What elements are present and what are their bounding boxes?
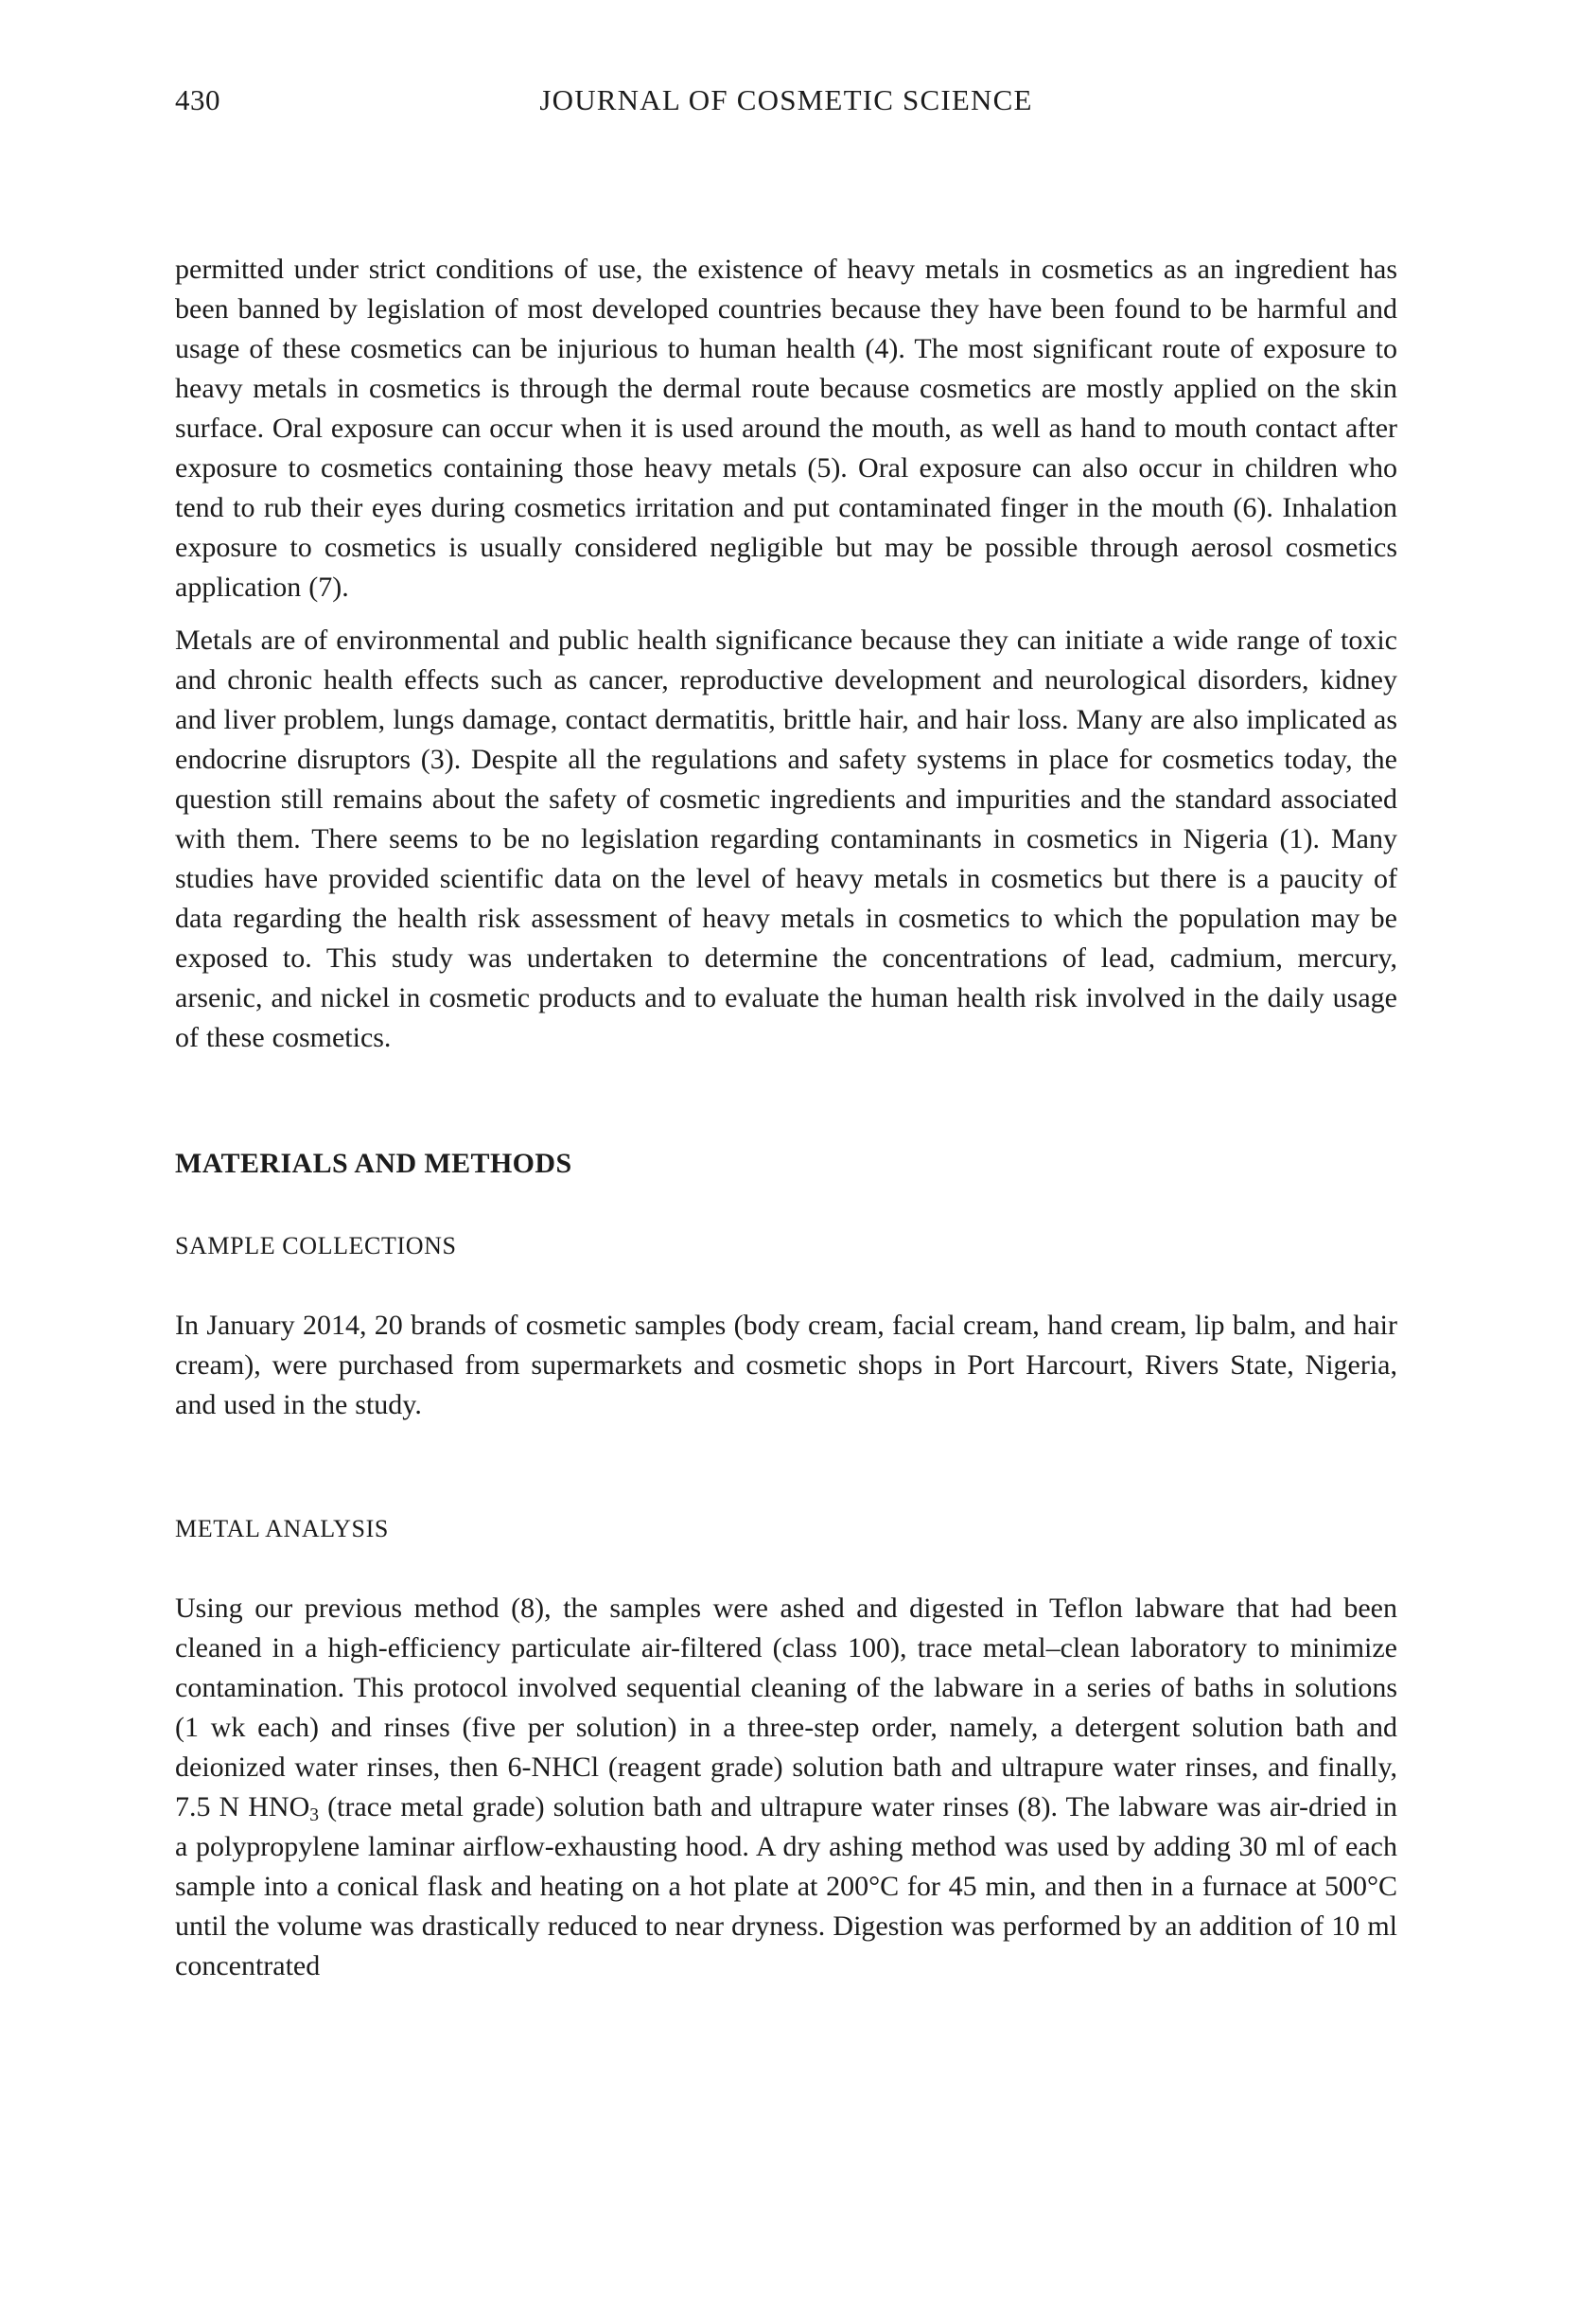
metal-analysis-text-part-1: Using our previous method (8), the samples were ashed and digested in Teflon labware that had been cleaned in a high-efficiency particulate air-filtered (class 100), trace metal–clean laboratory to minimize contamination. This protocol involved sequential cleaning of the labware in a series of baths in solutions (1 wk each) and rinses (five per solution) in a three-step order, namely, a detergent solution bath and deionized water rinses, then 6-NHCl (reagent grade) solution bath and ultrapure water rinses, and finally, 7.5 N HNO xyxy=(175,1593,1397,1822)
metal-analysis-text-part-2: (trace metal grade) solution bath and ultrapure water rinses (8). The labware was air-dried in a polypropylene laminar airflow-exhausting hood. A dry ashing method was used by adding 30 ml of each sample into a conical flask and heating on a hot plate at 200°C for 45 min, and then in a furnace at 500°C until the volume was drastically reduced to near dryness. Digestion was performed by an addition of 10 ml concentrated xyxy=(175,1791,1397,1981)
section-heading-materials-and-methods: MATERIALS AND METHODS xyxy=(175,1148,572,1179)
intro-paragraph-1: permitted under strict conditions of use, the existence of heavy metals in cosmetics as an ingredient has been banned by legislation of most developed countries because they have been found to be harmful and usage of these cosmetics can be injurious to human health (4). The most significant route of exposure to heavy metals in cosmetics is through the dermal route because cosmetics are mostly applied on the skin surface. Oral exposure can occur when it is used around the mouth, as well as hand to mouth contact after exposure to cosmetics containing those heavy metals (5). Oral exposure can also occur in children who tend to rub their eyes during cosmetics irritation and put contaminated finger in the mouth (6). Inhalation exposure to cosmetics is usually considered negligible but may be possible through aerosol cosmetics application (7). xyxy=(175,254,1397,603)
page-number: 430 xyxy=(175,83,220,116)
journal-running-head: JOURNAL OF COSMETIC SCIENCE xyxy=(539,83,1033,116)
subsection-heading-metal-analysis: METAL ANALYSIS xyxy=(175,1515,389,1542)
hno3-subscript: 3 xyxy=(309,1804,320,1825)
running-header xyxy=(175,83,1397,121)
paragraph-sample-collections: In January 2014, 20 brands of cosmetic samples (body cream, facial cream, hand cream, lip balm, and hair cream), were purchased from supermarkets and cosmetic shops in Port Harcourt, Rivers State, Nigeria, and used in the study. xyxy=(175,1310,1397,1420)
subsection-heading-sample-collections: SAMPLE COLLECTIONS xyxy=(175,1232,457,1259)
paragraph-metal-analysis xyxy=(175,1589,1397,1986)
intro-paragraph-2: Metals are of environmental and public health significance because they can initiate a wide range of toxic and chronic health effects such as cancer, reproductive development and neurological disorders, kidney and liver problem, lungs damage, contact dermatitis, brittle hair, and hair loss. Many are also implicated as endocrine disruptors (3). Despite all the regulations and safety systems in place for cosmetics today, the question still remains about the safety of cosmetic ingredients and impurities and the standard associated with them. There seems to be no legislation regarding contaminants in cosmetics in Nigeria (1). Many studies have provided scientific data on the level of heavy metals in cosmetics but there is a paucity of data regarding the health risk assessment of heavy metals in cosmetics to which the population may be exposed to. This study was undertaken to determine the concentrations of lead, cadmium, mercury, arsenic, and nickel in cosmetic products and to evaluate the human health risk involved in the daily usage of these cosmetics. xyxy=(175,625,1397,1053)
